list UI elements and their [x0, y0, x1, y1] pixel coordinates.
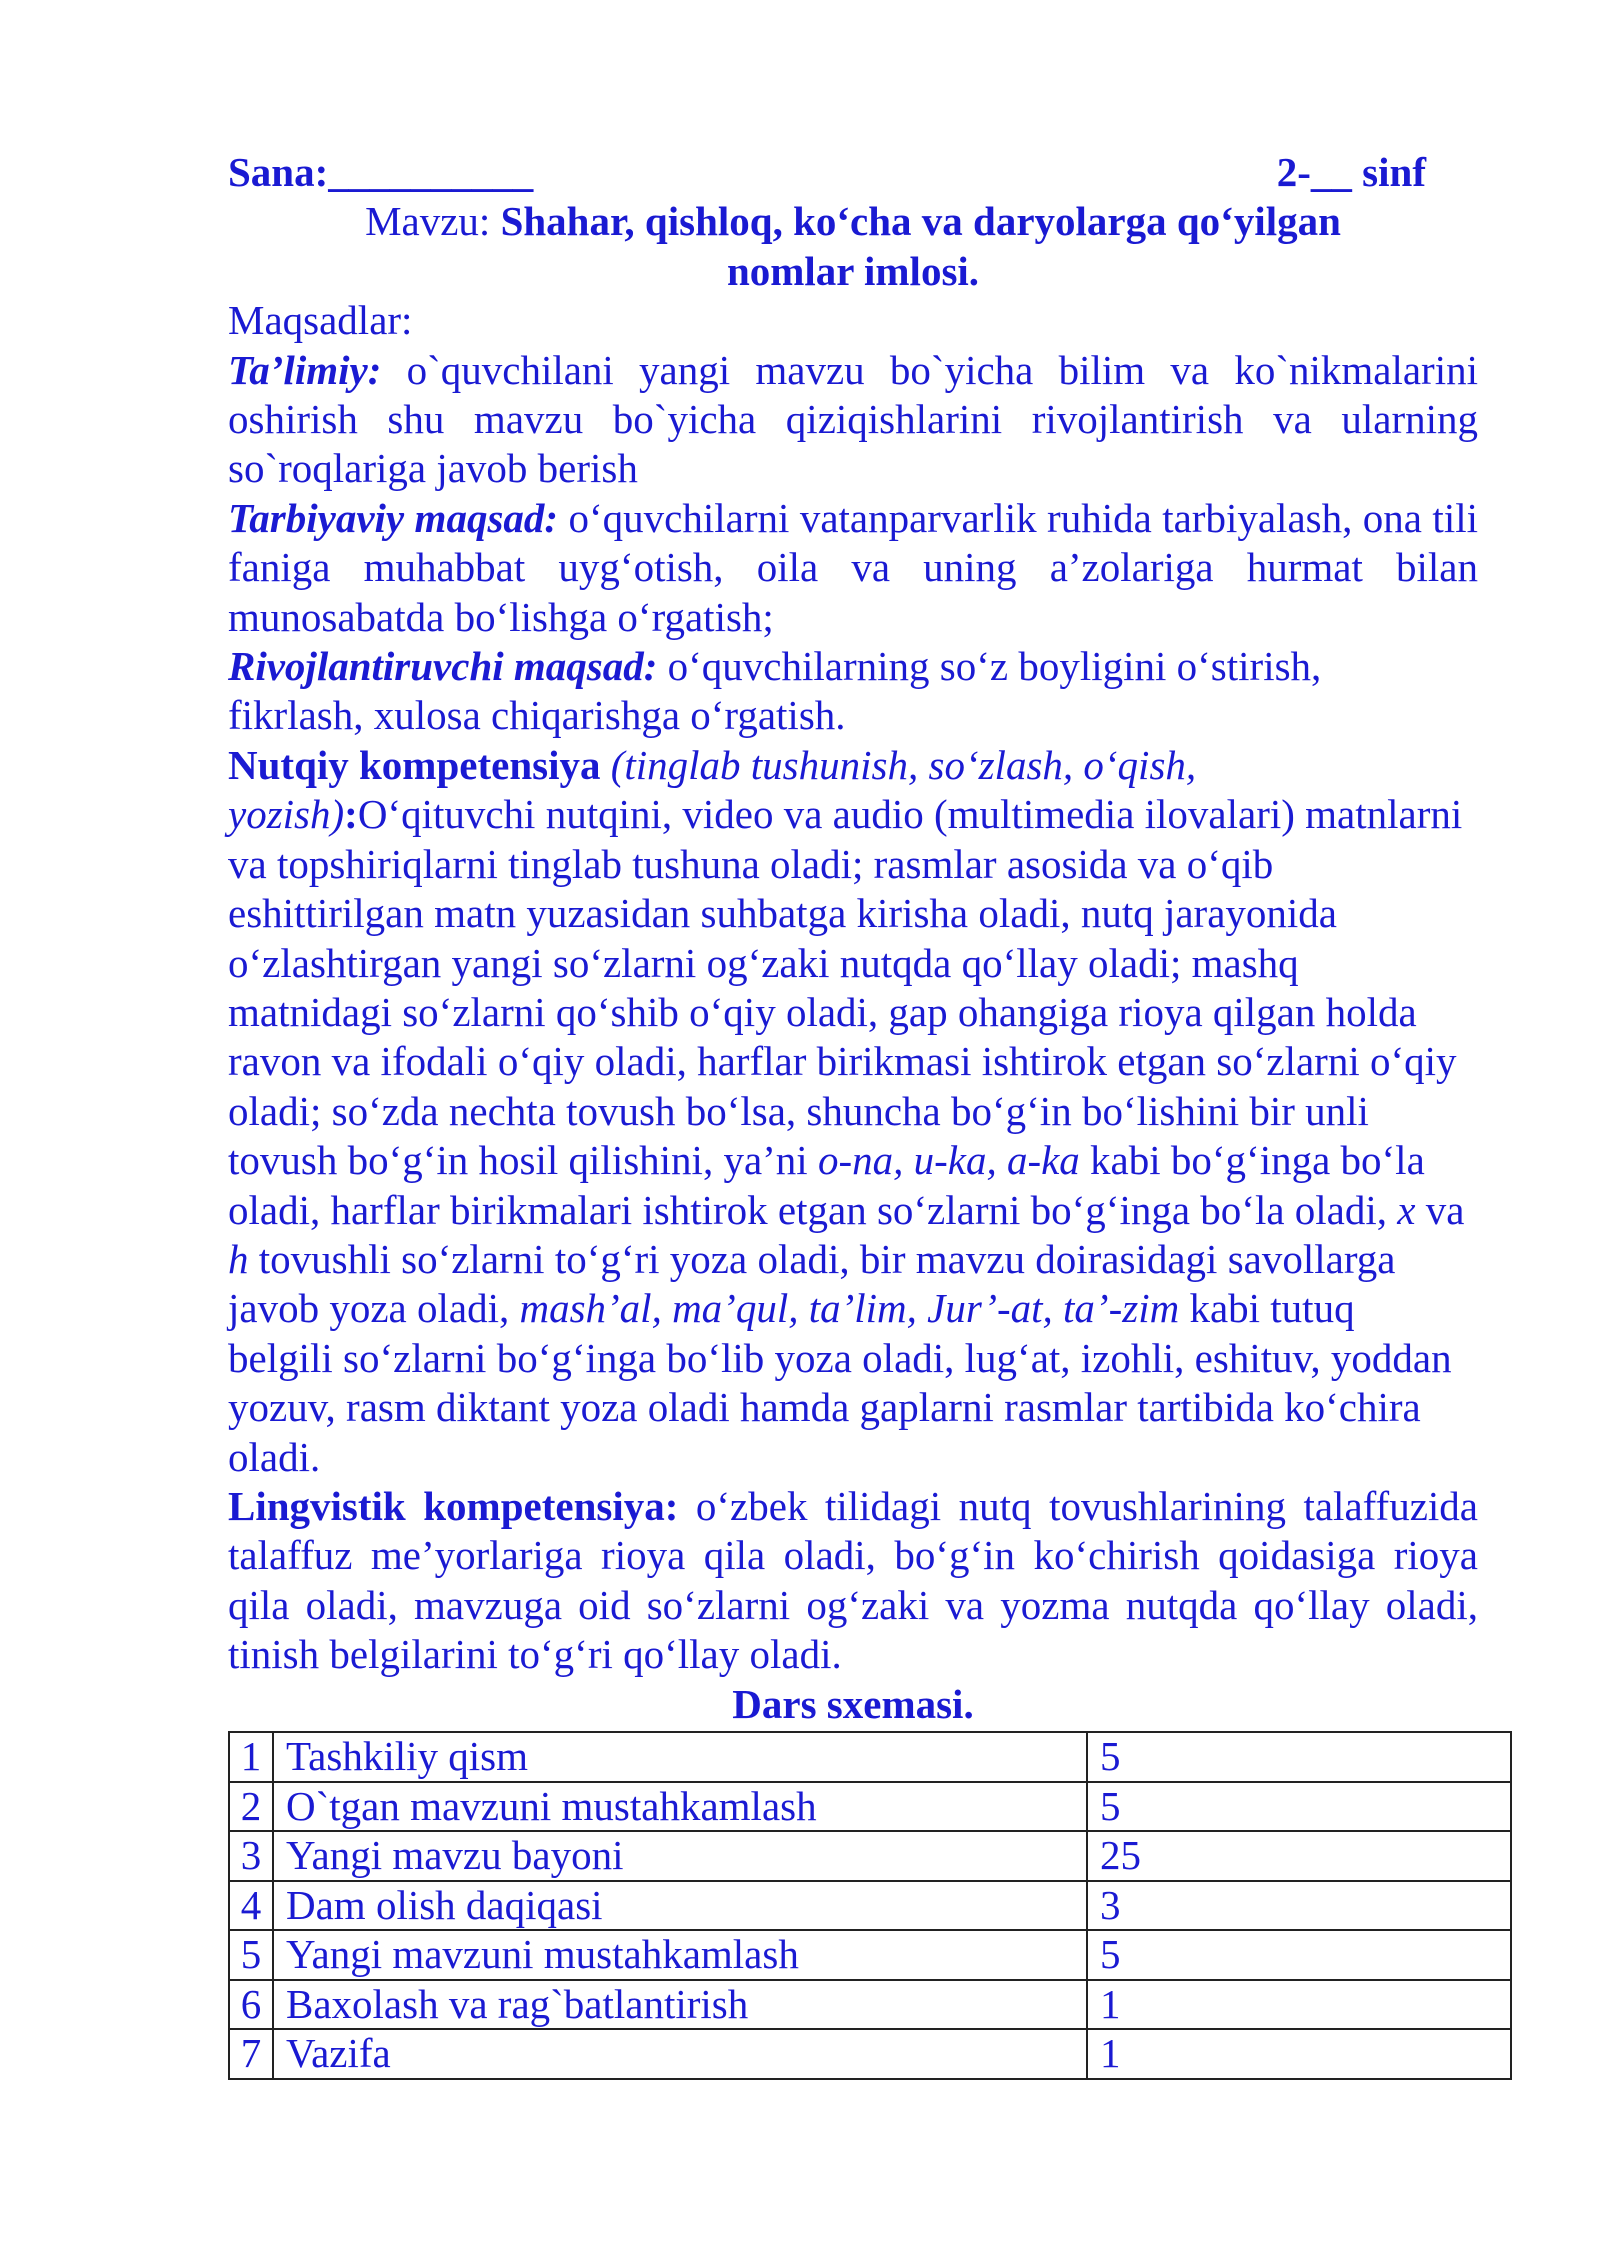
lingvistik-label: Lingvistik kompetensiya: [228, 1482, 679, 1529]
row-minutes: 5 [1087, 1782, 1511, 1832]
nutqiy-text-4: tovushli so‘zlarni to‘g‘ri yoza oladi, bir mavzu doirasidagi savollarga javob yoza oladi, [228, 1235, 1396, 1332]
rivojlantiruvchi-paragraph [228, 642, 1478, 741]
rivojlantiruvchi-text: o‘quvchilarning so‘z boyligini o‘stirish, fikrlash, xulosa chiqarishga o‘rgatish. [228, 643, 1322, 739]
table-row [229, 1831, 1511, 1881]
row-number: 4 [229, 1881, 273, 1931]
class-label: 2-__ sinf [1276, 149, 1426, 195]
nutqiy-text-2: kabi bo‘g‘inga bo‘la oladi, harflar birikmalari ishtirok etgan so‘zlarni bo‘g‘inga bo‘la oladi, [228, 1137, 1425, 1233]
row-minutes: 3 [1087, 1881, 1511, 1931]
nutqiy-colon: : [344, 791, 358, 838]
topic-prefix: Mavzu: [365, 198, 501, 245]
tarbiyaviy-text: o‘quvchilarni vatanparvarlik ruhida tarbiyalash, ona tili faniga muhabbat uyg‘otish, oila va uning a’zolariga hurmat bilan munosabatda bo‘lishga o‘rgatish; [228, 494, 1478, 640]
table-row [229, 2029, 1511, 2079]
row-number: 7 [229, 2029, 273, 2079]
lesson-scheme-table [228, 1731, 1512, 2080]
row-activity: Yangi mavzuni mustahkamlash [273, 1930, 1087, 1980]
row-number: 6 [229, 1980, 273, 2030]
row-activity: Baxolash va rag`batlantirish [273, 1980, 1087, 2030]
lesson-plan-page [228, 148, 1478, 1729]
talimiy-paragraph [228, 346, 1478, 494]
nutqiy-text-3: va [1415, 1186, 1465, 1233]
table-row [229, 1881, 1511, 1931]
row-minutes: 1 [1087, 1980, 1511, 2030]
table-row [229, 1980, 1511, 2030]
row-minutes: 5 [1087, 1732, 1511, 1782]
row-activity: Yangi mavzu bayoni [273, 1831, 1087, 1881]
topic-line [228, 197, 1478, 296]
row-activity: Tashkiliy qism [273, 1732, 1087, 1782]
row-minutes: 1 [1087, 2029, 1511, 2079]
goals-heading: Maqsadlar: [228, 297, 413, 344]
row-activity: O`tgan mavzuni mustahkamlash [273, 1782, 1087, 1832]
talimiy-text: o`quvchilani yangi mavzu bo`yicha bilim va ko`nikmalarini oshirish shu mavzu bo`yicha qiziqishlarini rivojlantirish va ularning so`roqlariga javob berish [228, 346, 1478, 492]
talimiy-label: Ta’limiy: [228, 346, 382, 393]
rivojlantiruvchi-label: Rivojlantiruvchi maqsad: [228, 643, 658, 690]
nutqiy-example-3: h [228, 1235, 249, 1282]
table-row [229, 1732, 1511, 1782]
table-row [229, 1930, 1511, 1980]
date-label: Sana:__________ [228, 149, 534, 195]
row-number: 5 [229, 1930, 273, 1980]
lingvistik-paragraph [228, 1482, 1478, 1680]
tarbiyaviy-label: Tarbiyaviy maqsad: [228, 494, 559, 541]
nutqiy-example-2: x [1397, 1186, 1416, 1233]
row-number: 1 [229, 1732, 273, 1782]
nutqiy-text-5: kabi tutuq belgili so‘zlarni bo‘g‘inga bo‘lib yoza oladi, lug‘at, izohli, eshituv, yoddan yozuv, rasm diktant yoza oladi hamda gaplarni rasmlar tartibida ko‘chira oladi. [228, 1285, 1452, 1480]
row-minutes: 25 [1087, 1831, 1511, 1881]
tarbiyaviy-paragraph [228, 494, 1478, 642]
row-activity: Vazifa [273, 2029, 1087, 2079]
nutqiy-example-1: o-na, u-ka, a-ka [817, 1137, 1080, 1184]
header-row [228, 148, 1478, 197]
nutqiy-text-1: O‘qituvchi nutqini, video va audio (multimedia ilovalari) matnlarni va topshiriqlarni tinglab tushuna oladi; rasmlar asosida va o‘qib eshittirilgan matn yuzasidan suhbatga kirisha oladi, nutq jarayonida o‘zlashtirgan yangi so‘zlarni og‘zaki nutqda qo‘llay oladi; mashq matnidagi so‘zlarni qo‘shib o‘qiy oladi, gap ohangiga rioya qilgan holda ravon va ifodali o‘qiy oladi, harflar birikmasi ishtirok etgan so‘zlarni o‘qiy oladi; so‘zda nechta tovush bo‘lsa, shuncha bo‘g‘in bo‘lishini bir unli tovush bo‘g‘in hosil qilishini, ya’ni [228, 791, 1463, 1184]
row-number: 2 [229, 1782, 273, 1832]
row-activity: Dam olish daqiqasi [273, 1881, 1087, 1931]
nutqiy-paren: (tinglab tushunish, so‘zlash, o‘qish, yozish) [228, 741, 1197, 838]
lingvistik-text: o‘zbek tilidagi nutq tovushlarining talaffuzida talaffuz me’yorlariga rioya qila oladi, bo‘g‘in ko‘chirish qoidasiga rioya qila oladi, mavzuga oid so‘zlarni og‘zaki va yozma nutqda qo‘llay oladi, tinish belgilarini to‘g‘ri qo‘llay oladi. [228, 1482, 1478, 1678]
nutqiy-paragraph [228, 741, 1478, 1482]
row-minutes: 5 [1087, 1930, 1511, 1980]
scheme-title: Dars sxemasi. [732, 1680, 974, 1727]
table-row [229, 1782, 1511, 1832]
nutqiy-example-4: mash’al, ma’qul, ta’lim, Jur’-at, ta’-zim [519, 1285, 1180, 1332]
row-number: 3 [229, 1831, 273, 1881]
topic-title: Shahar, qishloq, ko‘cha va daryolarga qo‘yilgan nomlar imlosi. [500, 198, 1341, 294]
nutqiy-label: Nutqiy kompetensiya [228, 741, 601, 788]
